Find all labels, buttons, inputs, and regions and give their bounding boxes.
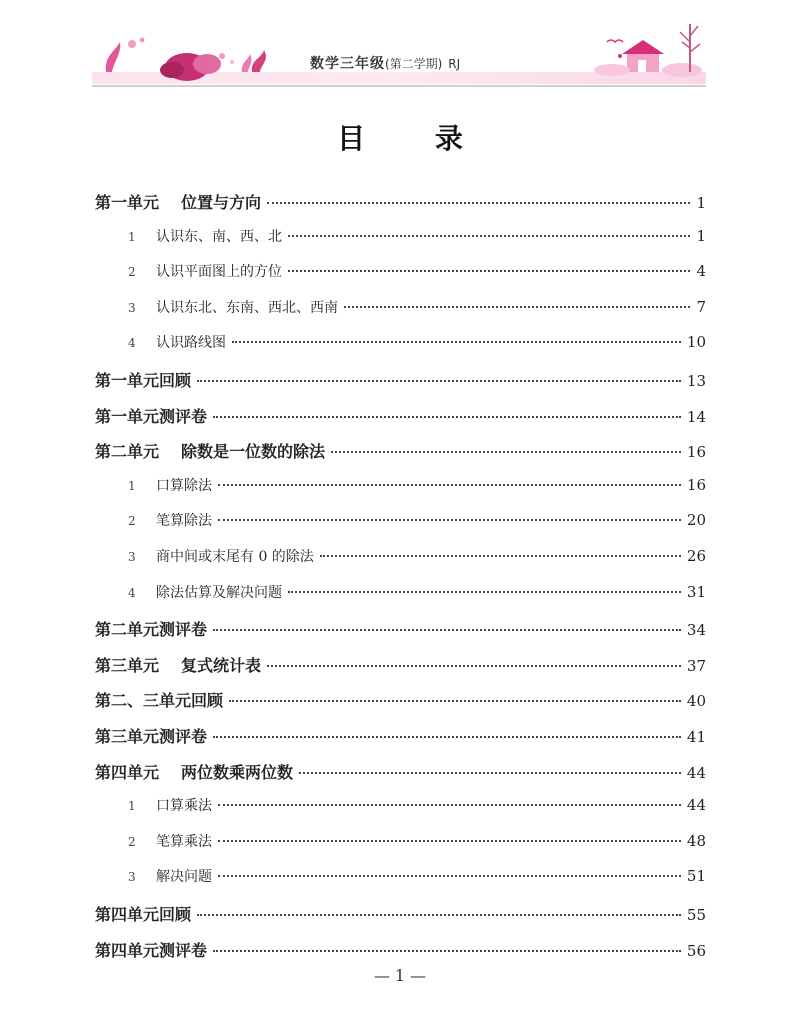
toc-entry-title <box>156 831 212 851</box>
toc-page-number: 44 <box>686 796 706 815</box>
toc-entry-title-text: 第二、三单元回顾 <box>95 691 224 711</box>
toc-page-number: 13 <box>686 372 706 390</box>
semester-label: (第二学期) <box>385 57 443 71</box>
toc-page-number: 1 <box>696 226 706 245</box>
dot-leader <box>197 380 681 382</box>
toc-entry-title-text: 第四单元 <box>95 762 160 782</box>
toc-page-number: 34 <box>686 621 706 640</box>
toc-lesson-entry[interactable] <box>128 866 706 886</box>
toc-entry-title <box>95 760 293 783</box>
toc-entry-title <box>95 368 191 391</box>
toc-entry-title <box>156 297 338 317</box>
toc-entry-title <box>156 475 212 495</box>
toc-unit-entry[interactable] <box>95 688 706 711</box>
toc-lesson-entry[interactable] <box>128 795 706 815</box>
dot-leader <box>331 451 681 453</box>
toc-page-number: 44 <box>686 763 706 782</box>
dot-leader <box>213 950 681 952</box>
dot-leader <box>288 235 690 237</box>
toc-entry-title-text: 第一单元 <box>95 193 160 212</box>
dot-leader <box>267 665 681 667</box>
dot-leader <box>288 270 690 272</box>
toc-unit-entry[interactable] <box>95 190 706 213</box>
toc-page-number: 37 <box>686 656 706 675</box>
lesson-number: 1 <box>128 478 136 493</box>
toc-entry-title-text: 第二单元测评卷 <box>95 620 208 640</box>
house-decoration-icon <box>594 24 702 77</box>
toc-page-number: 55 <box>686 906 706 924</box>
toc-entry-title-text: 口算除法 <box>156 477 212 494</box>
toc-unit-entry[interactable] <box>95 368 706 391</box>
toc-entry-title-text: 口算乘法 <box>156 798 212 815</box>
toc-lesson-entry[interactable] <box>128 297 706 317</box>
dot-leader <box>213 416 681 418</box>
toc-entry-title-text: 笔算乘法 <box>156 833 212 850</box>
dot-leader <box>288 591 681 593</box>
toc-entry-title-text: 第四单元回顾 <box>95 905 192 924</box>
toc-unit-entry[interactable] <box>95 938 706 961</box>
toc-lesson-entry[interactable] <box>128 546 706 566</box>
header-banner <box>92 12 706 88</box>
toc-entry-title-text: 第四单元测评卷 <box>95 940 208 960</box>
toc-entry-title-text: 第三单元 <box>95 655 160 675</box>
toc-page-number: 40 <box>686 692 706 711</box>
toc-page-number: 51 <box>686 867 706 886</box>
dot-leader <box>218 804 681 806</box>
toc-page-number: 14 <box>686 407 706 426</box>
dot-leader <box>320 555 681 557</box>
dot-leader <box>232 341 681 343</box>
toc-entry-subtitle: 两位数乘两位数 <box>181 762 294 782</box>
lesson-number: 2 <box>128 834 136 849</box>
toc-unit-entry[interactable] <box>95 760 706 783</box>
header-title <box>310 53 460 73</box>
dot-leader <box>218 840 681 842</box>
book-title: 数学三年级 <box>310 56 385 72</box>
dot-leader <box>344 306 690 308</box>
dot-leader <box>213 736 681 738</box>
dot-leader <box>213 629 681 631</box>
toc-lesson-entry[interactable] <box>128 226 706 246</box>
toc-entry-title-text: 认识平面图上的方位 <box>156 264 282 281</box>
toc-entry-title <box>95 653 261 676</box>
toc-entry-title <box>156 510 212 530</box>
lesson-number: 2 <box>128 265 136 280</box>
toc-page-number: 10 <box>686 333 706 352</box>
toc-page-number: 26 <box>686 547 706 565</box>
toc-entry-title <box>156 546 314 566</box>
toc-page-number: 4 <box>696 262 706 281</box>
toc-entry-title <box>95 688 223 711</box>
toc-entry-title-text: 解决问题 <box>156 869 212 886</box>
toc-page-number: 16 <box>686 443 706 462</box>
dot-leader <box>218 484 681 486</box>
toc-lesson-entry[interactable] <box>128 831 706 851</box>
toc-page-number: 31 <box>686 582 706 601</box>
toc-page-number: 7 <box>696 297 706 316</box>
lesson-number: 1 <box>128 229 136 244</box>
lesson-number: 3 <box>128 870 136 885</box>
toc-entry-title-text: 笔算除法 <box>156 513 212 530</box>
edition-label: RJ <box>448 57 461 71</box>
lesson-number: 4 <box>128 585 136 600</box>
toc-entry-title <box>95 938 207 961</box>
toc-entry-title <box>156 226 282 246</box>
toc-entry-title <box>95 724 207 747</box>
dot-leader <box>218 875 681 877</box>
toc-page-number: 56 <box>686 941 706 960</box>
toc-entry-title-text: 商中间或末尾有 0 的除法 <box>156 549 314 565</box>
lesson-number: 3 <box>128 300 136 315</box>
toc-entry-title <box>156 332 226 352</box>
toc-entry-title-text: 认识东、南、西、北 <box>156 228 282 245</box>
page-title: 目 录 <box>337 122 493 155</box>
toc-lesson-entry[interactable] <box>128 261 706 281</box>
toc-page-number: 41 <box>686 728 706 746</box>
dot-leader <box>229 700 681 702</box>
toc-entry-subtitle: 除数是一位数的除法 <box>181 442 326 462</box>
toc-unit-entry[interactable] <box>95 724 706 747</box>
toc-lesson-entry[interactable] <box>128 332 706 352</box>
dot-leader <box>267 202 690 204</box>
toc-entry-title <box>156 795 212 815</box>
dot-leader <box>299 772 681 774</box>
toc-unit-entry[interactable] <box>95 404 706 427</box>
toc-unit-entry[interactable] <box>95 653 706 676</box>
toc-entry-title-text: 第一单元回顾 <box>95 371 192 390</box>
page-number: — 1 — <box>373 966 427 985</box>
toc-entry-title-text: 第一单元测评卷 <box>95 406 208 426</box>
toc-lesson-entry[interactable] <box>128 475 706 495</box>
lesson-number: 1 <box>128 799 136 814</box>
header-decoration <box>92 12 706 88</box>
toc-entry-title <box>95 404 207 427</box>
toc-page-number: 1 <box>696 194 706 212</box>
toc-entry-title <box>95 902 191 925</box>
lesson-number: 4 <box>128 336 136 351</box>
toc-page-number: 20 <box>686 511 706 530</box>
toc-entry-title <box>95 439 325 462</box>
toc-unit-entry[interactable] <box>95 439 706 462</box>
dot-leader <box>218 519 681 521</box>
toc-entry-title-text: 第二单元 <box>95 442 160 462</box>
toc-lesson-entry[interactable] <box>128 582 706 602</box>
toc-entry-title-text: 认识东北、东南、西北、西南 <box>156 299 338 316</box>
toc-page-number: 16 <box>686 475 706 494</box>
toc-entry-title-text: 认识路线图 <box>156 335 226 352</box>
toc-unit-entry[interactable] <box>95 617 706 640</box>
toc-entry-title <box>156 261 282 281</box>
dot-leader <box>197 914 681 916</box>
lesson-number: 3 <box>128 550 136 564</box>
toc-unit-entry[interactable] <box>95 902 706 925</box>
toc-entry-title <box>95 190 261 213</box>
lesson-number: 2 <box>128 514 136 529</box>
toc-lesson-entry[interactable] <box>128 510 706 530</box>
toc-entry-title-text: 除法估算及解决问题 <box>156 584 282 601</box>
toc-entry-title <box>156 582 282 602</box>
toc-entry-title <box>156 866 212 886</box>
toc-page-number: 48 <box>686 831 706 850</box>
toc-entry-subtitle: 位置与方向 <box>181 193 262 212</box>
toc-entry-title <box>95 617 207 640</box>
toc-entry-title-text: 第三单元测评卷 <box>95 727 208 746</box>
toc-entry-subtitle: 复式统计表 <box>181 655 262 675</box>
